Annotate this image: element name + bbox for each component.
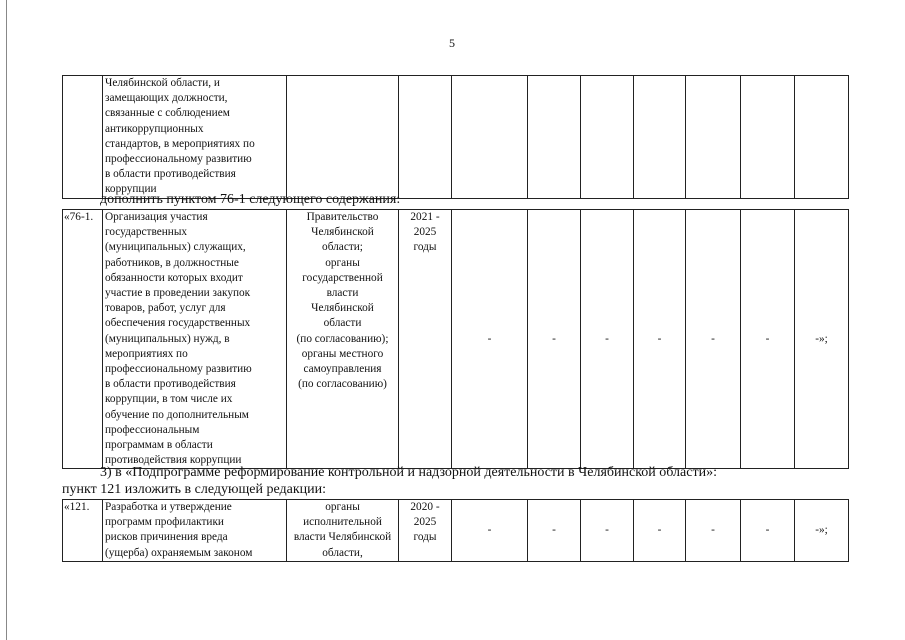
section-line-3: пункт 121 изложить в следующей редакции: <box>62 482 326 497</box>
cell-col7 <box>581 76 634 199</box>
cell-period <box>399 76 452 199</box>
item-funding-1: - <box>452 500 528 562</box>
item-period: 2021 - 2025 годы <box>399 210 452 469</box>
cell-measure-text: Челябинской области, и замещающих должности, связанные с соблюдением антикоррупционных стандартов, в мероприятиях по профессиональному развитию в области противодействия коррупции <box>103 76 287 199</box>
cell-num <box>63 76 103 199</box>
program-table-item-121 <box>62 499 849 562</box>
page-edge <box>6 0 7 640</box>
item-executor: органы исполнительной власти Челябинской области, <box>287 500 399 562</box>
item-funding-3: - <box>581 500 634 562</box>
item-funding-6: - <box>741 210 795 469</box>
cell-col10 <box>741 76 795 199</box>
cell-col8 <box>634 76 686 199</box>
program-table-item-76-1 <box>62 209 849 469</box>
cell-col11 <box>795 76 849 199</box>
cell-executor <box>287 76 399 199</box>
page-number: 5 <box>449 36 455 50</box>
item-funding-1: - <box>452 210 528 469</box>
item-end-mark: -»; <box>795 210 849 469</box>
item-measure-text: Организация участия государственных (муниципальных) служащих, работников, в должностные обязанности которых входит участие в проведении закупок товаров, работ, услуг для обеспечения государственных (муниципальных) нужд, в мероприятиях по профессиональному развитию в области противодействия коррупции, в том числе их обучение по дополнительным профессиональным программам в области противодействия коррупции <box>103 210 287 469</box>
cell-col6 <box>528 76 581 199</box>
item-funding-5: - <box>686 210 741 469</box>
item-funding-3: - <box>581 210 634 469</box>
item-funding-4: - <box>634 500 686 562</box>
section-line-1: дополнить пунктом 76-1 следующего содержания: <box>100 192 401 207</box>
section-line-2: 3) в «Подпрограмме реформирование контрольной и надзорной деятельности в Челябинской области»: <box>100 465 717 480</box>
item-measure-text: Разработка и утверждение программ профилактики рисков причинения вреда (ущерба) охраняемым законом <box>103 500 287 562</box>
program-table-continuation <box>62 75 849 199</box>
cell-col9 <box>686 76 741 199</box>
cell-col5 <box>452 76 528 199</box>
item-funding-4: - <box>634 210 686 469</box>
item-executor: Правительство Челябинской области; органы государственной власти Челябинской области (по согласованию); органы местного самоуправления (по согласованию) <box>287 210 399 469</box>
item-end-mark: -»; <box>795 500 849 562</box>
item-funding-6: - <box>741 500 795 562</box>
item-number: «76-1. <box>63 210 103 469</box>
item-period: 2020 - 2025 годы <box>399 500 452 562</box>
item-funding-2: - <box>528 210 581 469</box>
item-number: «121. <box>63 500 103 562</box>
item-funding-2: - <box>528 500 581 562</box>
item-funding-5: - <box>686 500 741 562</box>
